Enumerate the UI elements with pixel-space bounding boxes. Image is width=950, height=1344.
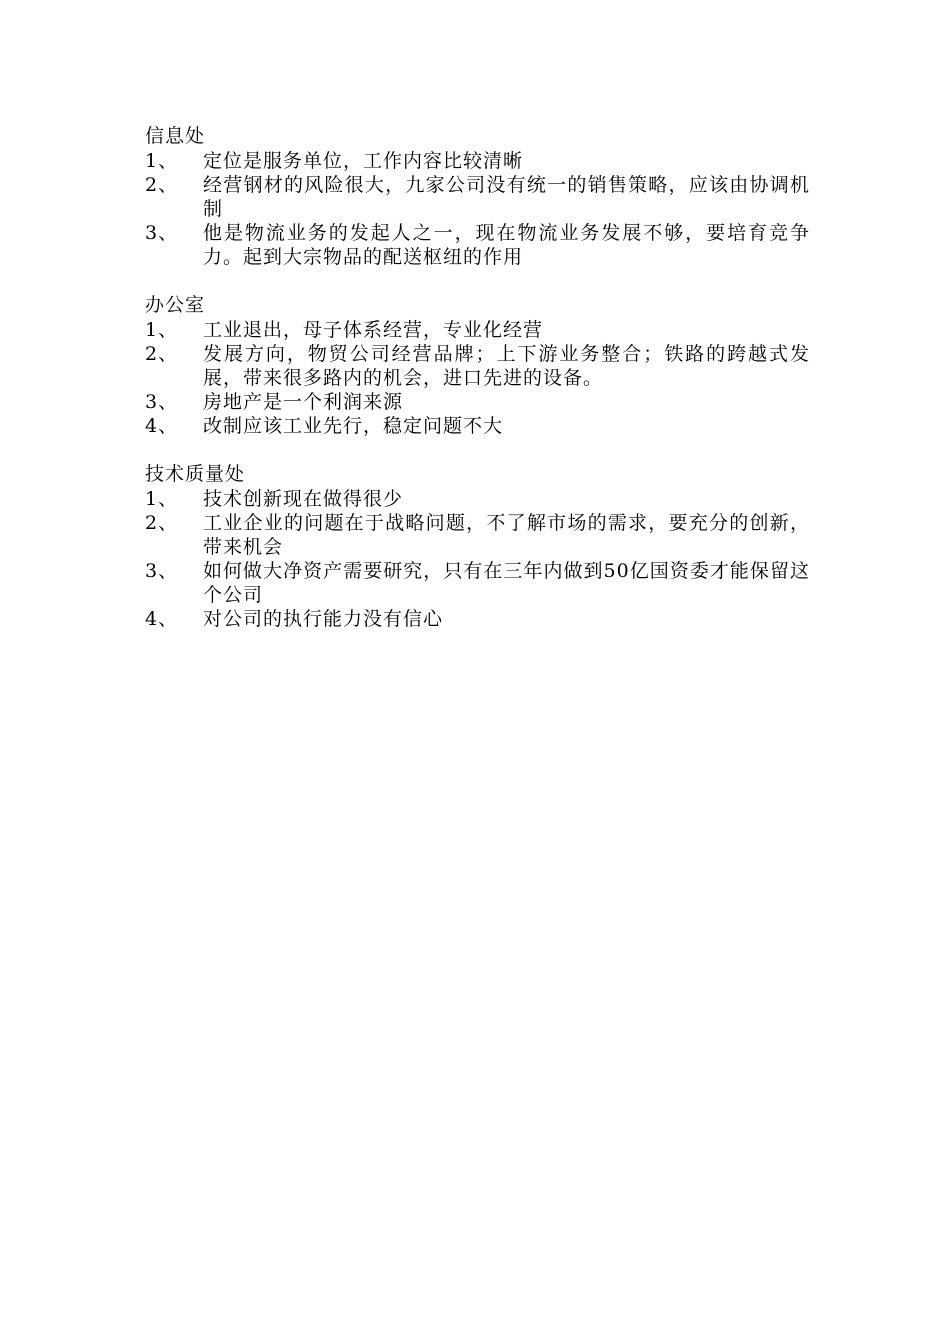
item-number: 4、 [145,608,179,630]
section-title: 办公室 [145,294,206,316]
item-text: 改制应该工业先行，稳定问题不大 [203,415,504,437]
list-item [145,173,810,221]
item-text: 定位是服务单位，工作内容比较清晰 [203,150,524,172]
item-number: 3、 [145,391,179,413]
item-text: 如何做大净资产需要研究，只有在三年内做到50亿国资委才能保留这个公司 [203,560,810,606]
list-item [145,221,810,269]
list-item [145,559,810,607]
item-number: 4、 [145,415,179,437]
section-general-office [145,293,810,438]
section-title: 信息处 [145,125,206,147]
item-number: 1、 [145,150,179,172]
item-number: 1、 [145,319,179,341]
section-tech-quality [145,462,810,631]
item-number: 2、 [145,343,179,365]
document-page [145,124,810,655]
item-number: 2、 [145,174,179,196]
list-item [145,390,810,414]
item-text: 房地产是一个利润来源 [203,391,404,413]
item-text: 工业企业的问题在于战略问题，不了解市场的需求，要充分的创新，带来机会 [203,512,810,558]
item-number: 1、 [145,488,179,510]
list-item [145,487,810,511]
item-text: 他是物流业务的发起人之一，现在物流业务发展不够，要培育竞争力。起到大宗物品的配送枢纽的作用 [203,222,810,268]
item-text: 工业退出，母子体系经营，专业化经营 [203,319,544,341]
list-item [145,414,810,438]
item-number: 2、 [145,512,179,534]
item-text: 对公司的执行能力没有信心 [203,608,444,630]
item-number: 3、 [145,222,179,244]
item-text: 发展方向，物贸公司经营品牌；上下游业务整合；铁路的跨越式发展，带来很多路内的机会，进口先进的设备。 [203,343,810,389]
item-text: 技术创新现在做得很少 [203,488,404,510]
list-item [145,149,810,173]
list-item [145,318,810,342]
item-text: 经营钢材的风险很大，九家公司没有统一的销售策略，应该由协调机制 [203,174,810,220]
list-item [145,342,810,390]
list-item [145,511,810,559]
item-number: 3、 [145,560,179,582]
section-info-office [145,124,810,269]
list-item [145,607,810,631]
section-title: 技术质量处 [145,463,246,485]
